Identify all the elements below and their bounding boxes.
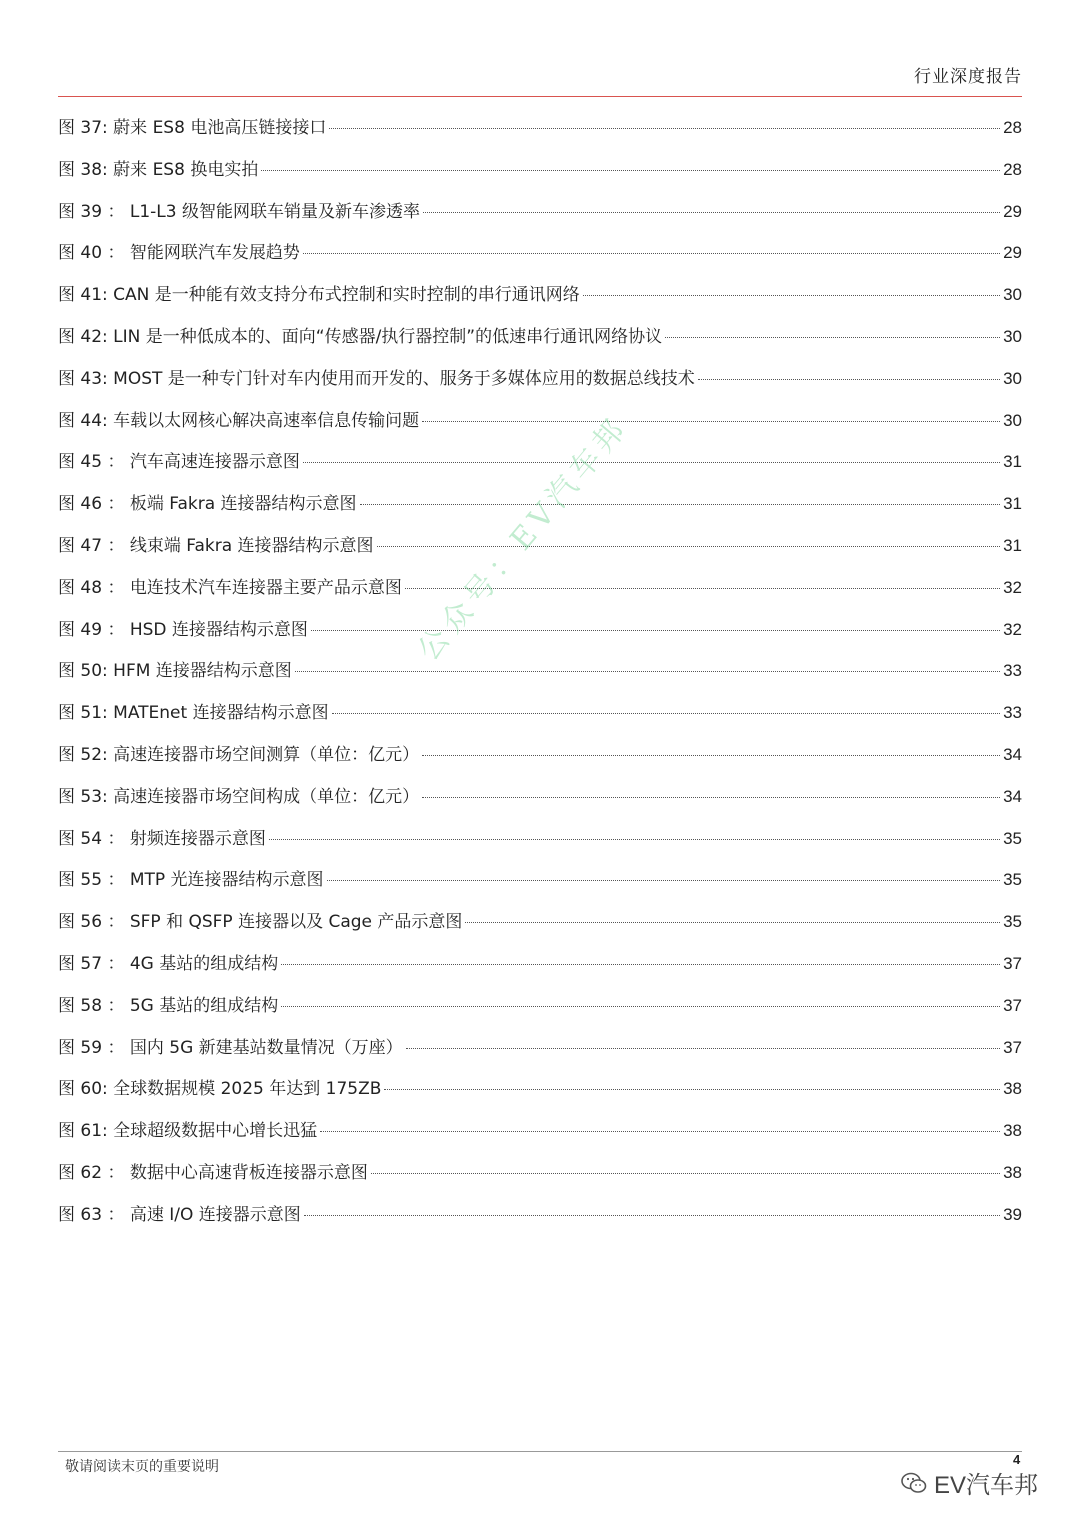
toc-entry-page: 38 [1003,1162,1022,1182]
toc-entry-label: 图 41: CAN 是一种能有效支持分布式控制和实时控制的串行通讯网络 [58,285,580,306]
toc-entry-label: 图 51: MATEnet 连接器结构示意图 [58,703,329,724]
toc-entry-page: 34 [1003,786,1022,806]
toc-entry-label: 图 39 ： L1-L3 级智能网联车销量及新车渗透率 [58,201,420,222]
toc-entry-page: 29 [1003,243,1022,263]
toc-entry[interactable] [58,232,1022,274]
toc-entry-label: 图 59 ： 国内 5G 新建基站数量情况（万座） [58,1037,403,1058]
header-rule [58,96,1022,97]
toc-entry-label: 图 55 ： MTP 光连接器结构示意图 [58,870,324,891]
toc-entry-page: 32 [1003,577,1022,597]
toc-entry-label: 图 42: LIN 是一种低成本的、面向“传感器/执行器控制”的低速串行通讯网络协议 [58,326,663,347]
toc-entry-label: 图 58 ： 5G 基站的组成结构 [58,995,279,1016]
toc-entry-label: 图 63 ： 高速 I/O 连接器示意图 [58,1204,301,1225]
toc-leader-dots [261,170,1000,171]
toc-entry-page: 28 [1003,118,1022,137]
toc-entry-page: 29 [1003,201,1022,221]
toc-entry-label: 图 37: 蔚来 ES8 电池高压链接接口 [58,118,327,138]
toc-entry[interactable] [58,1152,1022,1194]
toc-entry-label: 图 52: 高速连接器市场空间测算（单位：亿元） [58,744,420,765]
toc-entry-label: 图 50: HFM 连接器结构示意图 [58,661,292,682]
toc-entry-page: 30 [1003,410,1022,430]
toc-leader-dots [281,964,1000,965]
toc-entry-label: 图 44: 车载以太网核心解决高速率信息传输问题 [58,410,420,431]
toc-leader-dots [303,253,1000,254]
toc-leader-dots [304,1215,1000,1216]
toc-entry-page: 38 [1003,1121,1022,1141]
toc-entry[interactable] [58,274,1022,316]
toc-entry[interactable] [58,567,1022,609]
toc-leader-dots [360,504,1001,505]
toc-leader-dots [583,295,1000,296]
toc-leader-dots [698,379,1000,380]
toc-entry-page: 38 [1003,1079,1022,1099]
toc-leader-dots [303,462,1000,463]
toc-entry-page: 37 [1003,1037,1022,1057]
toc-entry[interactable] [58,943,1022,985]
toc-entry[interactable] [58,901,1022,943]
brand-badge [900,1465,1038,1500]
toc-entry-label: 图 46 ： 板端 Fakra 连接器结构示意图 [58,494,357,515]
toc-entry[interactable] [58,1110,1022,1152]
toc-entry-page: 37 [1003,995,1022,1015]
toc-entry[interactable] [58,441,1022,483]
page-number: 4 [1013,1452,1021,1467]
toc-leader-dots [269,839,1000,840]
toc-entry-page: 33 [1003,703,1022,723]
toc-entry-label: 图 60: 全球数据规模 2025 年达到 175ZB [58,1079,382,1100]
toc-entry[interactable] [58,818,1022,860]
toc-entry-page: 30 [1003,368,1022,388]
toc-leader-dots [422,797,1000,798]
toc-entry-page: 31 [1003,494,1022,514]
toc-entry[interactable] [58,149,1022,191]
toc-entry-label: 图 57 ： 4G 基站的组成结构 [58,953,279,974]
toc-entry-page: 32 [1003,619,1022,639]
toc-leader-dots [423,212,1000,213]
toc-entry-label: 图 62 ： 数据中心高速背板连接器示意图 [58,1162,368,1183]
toc-leader-dots [320,1131,1000,1132]
toc-entry-label: 图 61: 全球超级数据中心增长迅猛 [58,1121,318,1142]
toc-entry[interactable] [58,650,1022,692]
toc-leader-dots [384,1089,1000,1090]
toc-leader-dots [377,546,1001,547]
toc-entry[interactable] [58,1068,1022,1110]
toc-entry-page: 35 [1003,870,1022,890]
toc-leader-dots [295,671,1000,672]
toc-entry[interactable] [58,358,1022,400]
toc-entry-page: 31 [1003,535,1022,555]
toc-entry-page: 30 [1003,285,1022,305]
toc-leader-dots [665,337,1000,338]
toc-entry[interactable] [58,316,1022,358]
toc-entry-page: 39 [1003,1204,1022,1224]
toc-leader-dots [422,421,1000,422]
wechat-icon [900,1469,928,1497]
toc-leader-dots [406,1048,1000,1049]
toc-entry-label: 图 49 ： HSD 连接器结构示意图 [58,619,308,640]
toc-leader-dots [465,922,1000,923]
toc-entry-label: 图 47 ： 线束端 Fakra 连接器结构示意图 [58,535,374,556]
toc-entry[interactable] [58,776,1022,818]
toc-leader-dots [281,1006,1000,1007]
toc-entry-label: 图 40 ： 智能网联汽车发展趋势 [58,243,300,264]
toc-entry-page: 33 [1003,661,1022,681]
footer-note: 敬请阅读末页的重要说明 [65,1459,219,1475]
toc-entry[interactable] [58,692,1022,734]
toc-entry-label: 图 56 ： SFP 和 QSFP 连接器以及 Cage 产品示意图 [58,912,463,933]
toc-entry[interactable] [58,400,1022,442]
toc-entry-label: 图 43: MOST 是一种专门针对车内使用而开发的、服务于多媒体应用的数据总线技术 [58,368,695,389]
toc-entry-page: 30 [1003,326,1022,346]
toc-entry[interactable] [58,734,1022,776]
toc-entry[interactable] [58,859,1022,901]
brand-name: EV汽车邦 [934,1472,1039,1499]
toc-entry[interactable] [58,191,1022,233]
toc-entry-label: 图 45 ： 汽车高速连接器示意图 [58,452,300,473]
toc-entry[interactable] [58,107,1022,149]
toc-entry-page: 35 [1003,912,1022,932]
toc-leader-dots [327,880,1001,881]
toc-entry[interactable] [58,985,1022,1027]
toc-entry[interactable] [58,609,1022,651]
toc-entry-label: 图 53: 高速连接器市场空间构成（单位：亿元） [58,786,420,807]
toc-entry-page: 34 [1003,744,1022,764]
toc-leader-dots [332,713,1001,714]
toc-entry[interactable] [58,1027,1022,1069]
table-of-figures [58,107,1022,1236]
header-title: 行业深度报告 [914,67,1022,87]
toc-entry-page: 31 [1003,452,1022,472]
toc-leader-dots [329,128,1000,129]
toc-entry-label: 图 38: 蔚来 ES8 换电实拍 [58,159,259,180]
toc-entry-page: 37 [1003,953,1022,973]
toc-entry-page: 28 [1003,159,1022,179]
toc-leader-dots [422,755,1000,756]
toc-entry-label: 图 48 ： 电连技术汽车连接器主要产品示意图 [58,577,402,598]
toc-entry-page: 35 [1003,828,1022,848]
watermark: 公众号：EV汽车邦 [411,409,636,668]
toc-entry-label: 图 54 ： 射频连接器示意图 [58,828,266,849]
toc-leader-dots [371,1173,1000,1174]
footer-rule [58,1451,1022,1452]
toc-entry[interactable] [58,1194,1022,1236]
